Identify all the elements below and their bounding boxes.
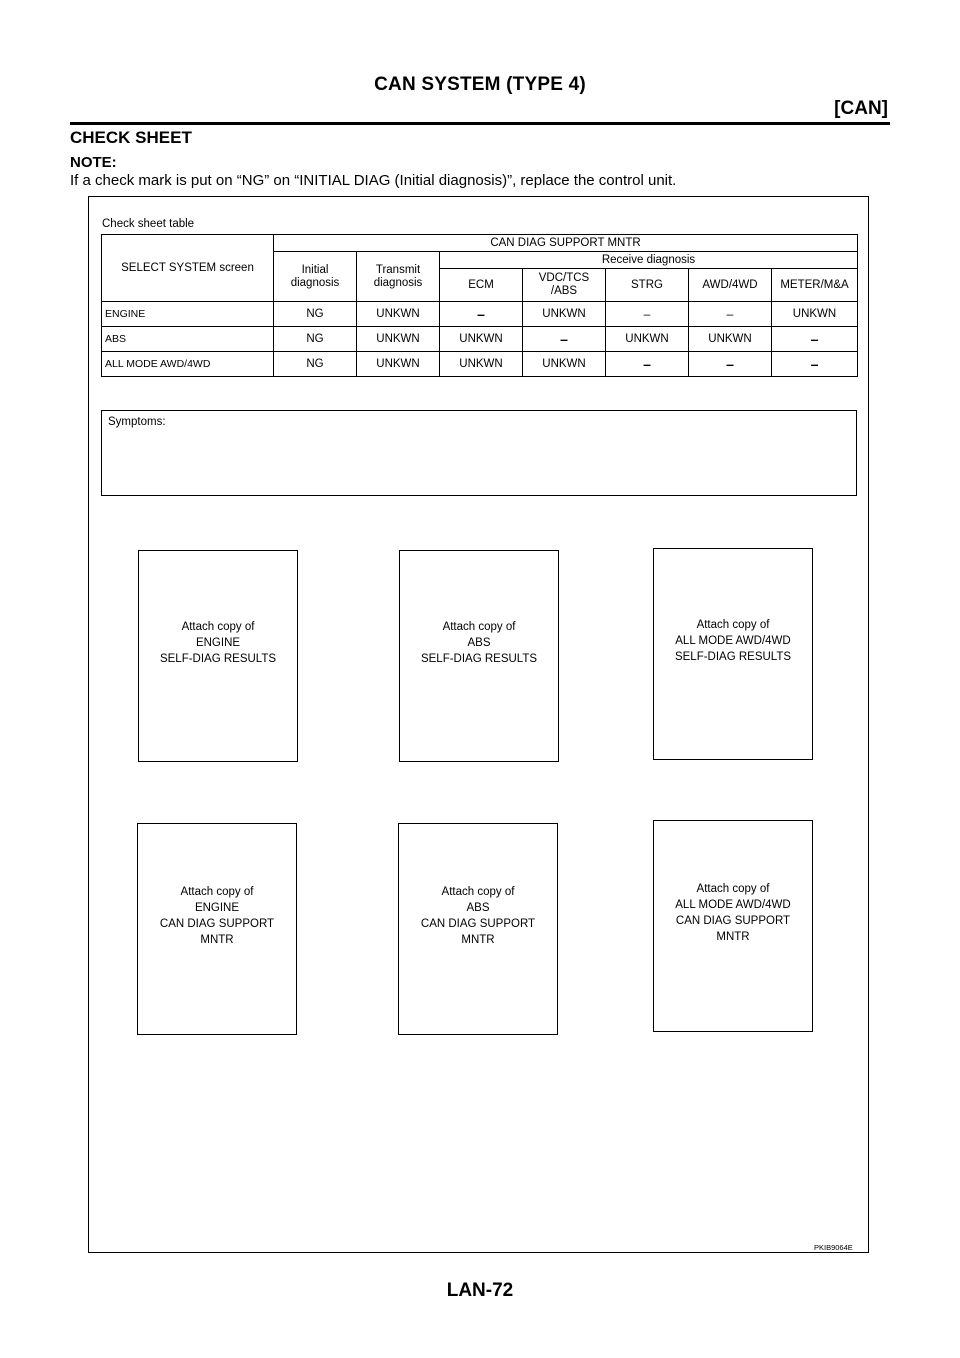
table-cell: UNKWN xyxy=(357,302,440,327)
table-cell: – xyxy=(606,302,689,327)
column-vdc-tcs-abs: VDC/TCS /ABS xyxy=(523,269,606,302)
attach-line: MNTR xyxy=(200,934,234,946)
section-tag: [CAN] xyxy=(834,98,888,119)
column-strg: STRG xyxy=(606,269,689,302)
can-diag-support-header: CAN DIAG SUPPORT MNTR xyxy=(274,235,858,252)
attach-line: ALL MODE AWD/4WD xyxy=(675,635,791,647)
transmit-diagnosis-line-1: Transmit xyxy=(375,263,421,276)
initial-diagnosis-line-2: diagnosis xyxy=(290,276,340,289)
page-number: LAN-72 xyxy=(446,1280,514,1301)
table-cell: – xyxy=(440,302,523,327)
row-label: ALL MODE AWD/4WD xyxy=(102,352,274,377)
attach-line: SELF-DIAG RESULTS xyxy=(159,653,277,665)
table-row-abs xyxy=(102,327,858,352)
figure-id: PKIB9064E xyxy=(814,1243,853,1252)
attach-line: ENGINE xyxy=(194,902,240,914)
attach-line: ABS xyxy=(467,637,491,649)
attach-box-engine-self-diag xyxy=(138,550,298,762)
attach-line: CAN DIAG SUPPORT xyxy=(420,918,536,930)
select-system-header: SELECT SYSTEM screen xyxy=(102,235,274,302)
table-cell: UNKWN xyxy=(689,327,772,352)
transmit-diagnosis-header xyxy=(357,252,440,302)
column-awd-4wd: AWD/4WD xyxy=(689,269,772,302)
attach-line: ENGINE xyxy=(195,637,241,649)
attach-box-engine-can-diag xyxy=(137,823,297,1035)
table-row-all-mode-awd-4wd xyxy=(102,352,858,377)
row-label: ENGINE xyxy=(102,302,274,327)
attach-line: CAN DIAG SUPPORT xyxy=(159,918,275,930)
initial-diagnosis-line-1: Initial xyxy=(301,263,329,276)
check-sheet-table xyxy=(101,234,858,377)
attach-line: Attach copy of xyxy=(181,621,255,633)
table-cell: UNKWN xyxy=(357,327,440,352)
table-cell: UNKWN xyxy=(357,352,440,377)
table-cell: – xyxy=(772,352,858,377)
attach-line: Attach copy of xyxy=(696,619,770,631)
initial-diagnosis-header xyxy=(274,252,357,302)
note-label: NOTE: xyxy=(70,154,117,171)
table-row-engine xyxy=(102,302,858,327)
attach-box-awd-can-diag xyxy=(653,820,813,1032)
attach-line: MNTR xyxy=(716,931,750,943)
sheet-title: CHECK SHEET xyxy=(70,128,192,147)
table-cell: – xyxy=(689,302,772,327)
table-cell: NG xyxy=(274,302,357,327)
attach-box-abs-can-diag xyxy=(398,823,558,1035)
table-cell: UNKWN xyxy=(772,302,858,327)
attach-line: ALL MODE AWD/4WD xyxy=(675,899,791,911)
table-cell: – xyxy=(689,352,772,377)
table-caption: Check sheet table xyxy=(102,218,195,230)
table-cell: UNKWN xyxy=(606,327,689,352)
transmit-diagnosis-line-2: diagnosis xyxy=(373,276,423,289)
row-label: ABS xyxy=(102,327,274,352)
page-header-title: CAN SYSTEM (TYPE 4) xyxy=(374,74,586,95)
table-cell: – xyxy=(606,352,689,377)
table-cell: UNKWN xyxy=(523,352,606,377)
note-text: If a check mark is put on “NG” on “INITIAL DIAG (Initial diagnosis)”, replace the control unit. xyxy=(70,172,677,189)
table-cell: UNKWN xyxy=(523,302,606,327)
header-rule xyxy=(70,122,890,125)
table-cell: NG xyxy=(274,327,357,352)
attach-line: SELF-DIAG RESULTS xyxy=(674,651,792,663)
receive-diagnosis-header: Receive diagnosis xyxy=(440,252,858,269)
table-cell: UNKWN xyxy=(440,352,523,377)
symptoms-box xyxy=(101,410,857,496)
attach-line: Attach copy of xyxy=(696,883,770,895)
attach-line: Attach copy of xyxy=(441,886,515,898)
symptoms-label: Symptoms: xyxy=(108,416,166,428)
column-meter-ma: METER/M&A xyxy=(772,269,858,302)
attach-box-abs-self-diag xyxy=(399,550,559,762)
column-ecm: ECM xyxy=(440,269,523,302)
attach-line: CAN DIAG SUPPORT xyxy=(675,915,791,927)
table-cell: – xyxy=(772,327,858,352)
attach-line: SELF-DIAG RESULTS xyxy=(420,653,538,665)
table-cell: NG xyxy=(274,352,357,377)
table-cell: UNKWN xyxy=(440,327,523,352)
attach-line: Attach copy of xyxy=(180,886,254,898)
table-cell: – xyxy=(523,327,606,352)
attach-line: MNTR xyxy=(461,934,495,946)
attach-box-awd-self-diag xyxy=(653,548,813,760)
attach-line: ABS xyxy=(466,902,490,914)
attach-line: Attach copy of xyxy=(442,621,516,633)
